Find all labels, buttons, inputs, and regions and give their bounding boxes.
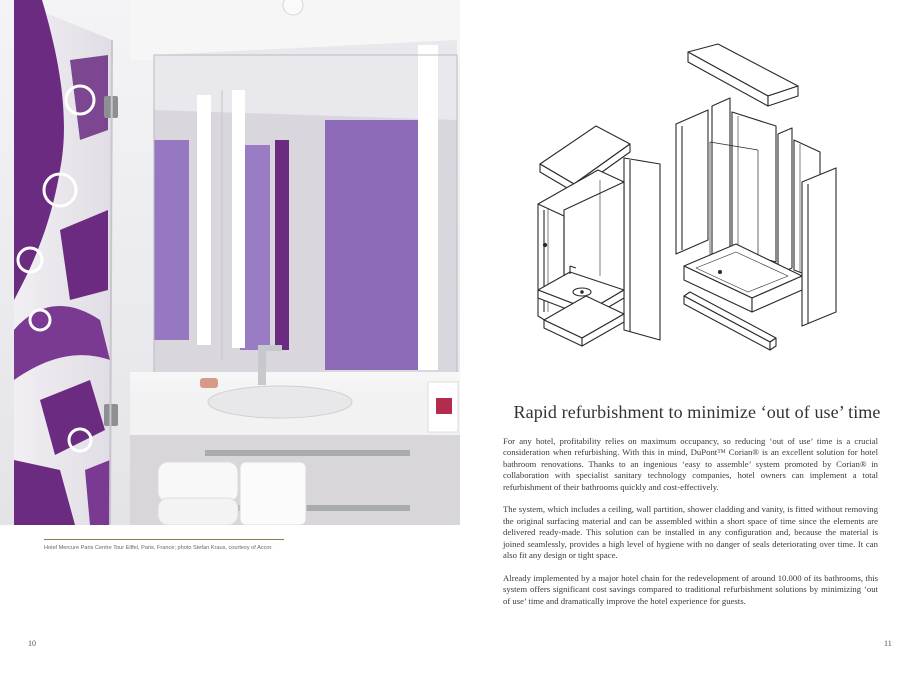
article-paragraph-1: For any hotel, profitability relies on maximum occupancy, so reducing ‘out of use’ time is a crucial consideration when refurbishing. With this in mind, DuPont™ Corian® is an excellent solution for hotel bathroom renovations. Thanks to an ingenious ‘easy to assemble’ system promoted by Corian® in collaboration with specialist sanitary technology companies, hotel owners can implement a total refurbishment of their bathrooms quickly and cost-effectively.	[503, 436, 878, 492]
article-body	[503, 436, 878, 618]
article-paragraph-3: Already implemented by a major hotel chain for the redevelopment of around 10.000 of its bathrooms, this system offers significant cost savings compared to traditional refurbishment solutions by minimizing ‘out of use’ time and dramatically improve the hotel experience for guests.	[503, 572, 878, 606]
article-paragraph-2: The system, which includes a ceiling, wall partition, shower cladding and vanity, is fitted without removing the original surfacing material and can be assembled within a short space of time since the elements are delivered ready-made. This solution can be installed in any configuration and, because the material is joined seamlessly, provides a high level of hygiene with no danger of seals deteriorating over time. It can also fit any design or tight space.	[503, 504, 878, 561]
bathroom-photo	[0, 0, 460, 525]
photo-caption: Hotel Mercure Paris Centre Tour Eiffel, Paris, France; photo Stefan Kraus, courtesy of Accor.	[44, 545, 273, 551]
page-number-right: 11	[884, 639, 892, 648]
caption-rule	[44, 539, 284, 540]
article-heading: Rapid refurbishment to minimize ‘out of use’ time	[513, 402, 881, 422]
exploded-bathroom-pod-diagram	[530, 40, 850, 360]
page-number-left: 10	[28, 639, 36, 648]
